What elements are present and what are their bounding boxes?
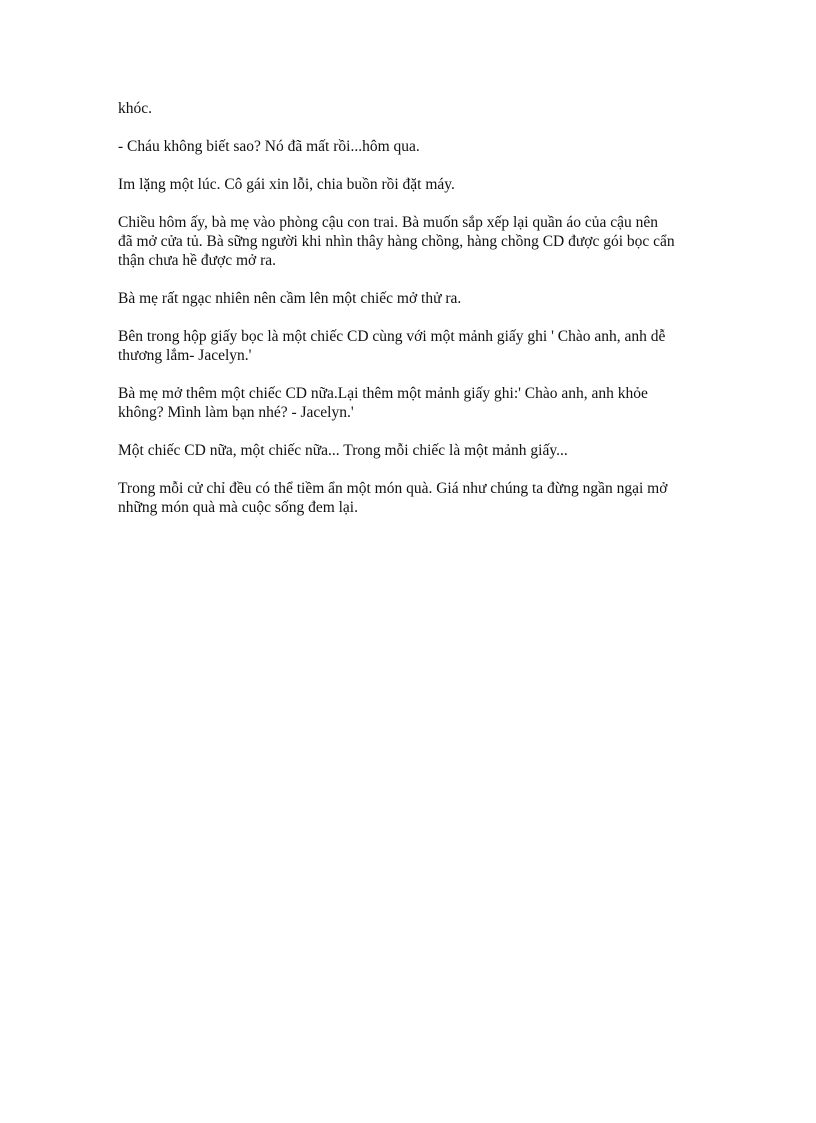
text-line: Im lặng một lúc. Cô gái xin lỗi, chia buồn rồi đặt máy. xyxy=(118,176,455,193)
paragraph-5 xyxy=(118,289,708,308)
text-line: khóc. xyxy=(118,100,153,117)
paragraph-7 xyxy=(118,384,708,422)
paragraph-8 xyxy=(118,441,708,460)
text-line: đã mở cửa tủ. Bà sững người khi nhìn thây hàng chồng, hàng chồng CD được gói bọc cẩn xyxy=(118,233,675,250)
paragraph-1 xyxy=(118,99,708,118)
paragraph-3 xyxy=(118,175,708,194)
document-body xyxy=(118,99,708,536)
paragraph-9 xyxy=(118,479,708,517)
text-line: thận chưa hề được mở ra. xyxy=(118,252,276,269)
paragraph-2 xyxy=(118,137,708,156)
text-line: thương lắm- Jacelyn.' xyxy=(118,347,252,364)
text-line: - Cháu không biết sao? Nó đã mất rồi...hôm qua. xyxy=(118,138,420,155)
text-line: Một chiếc CD nữa, một chiếc nữa... Trong mỗi chiếc là một mảnh giấy... xyxy=(118,442,568,459)
text-line: không? Mình làm bạn nhé? - Jacelyn.' xyxy=(118,404,354,421)
paragraph-4 xyxy=(118,213,708,270)
paragraph-6 xyxy=(118,327,708,365)
text-line: Bên trong hộp giấy bọc là một chiếc CD cùng với một mảnh giấy ghi ' Chào anh, anh dễ xyxy=(118,328,666,345)
text-line: Trong mỗi cử chỉ đều có thể tiềm ẩn một món quà. Giá như chúng ta đừng ngần ngại mở xyxy=(118,480,668,497)
text-line: Bà mẹ rất ngạc nhiên nên cầm lên một chiếc mở thử ra. xyxy=(118,290,462,307)
text-line: Bà mẹ mở thêm một chiếc CD nữa.Lại thêm một mảnh giấy ghi:' Chào anh, anh khỏe xyxy=(118,385,648,402)
text-line: những món quà mà cuộc sống đem lại. xyxy=(118,499,358,516)
text-line: Chiều hôm ấy, bà mẹ vào phòng cậu con trai. Bà muốn sắp xếp lại quần áo của cậu nên xyxy=(118,214,659,231)
